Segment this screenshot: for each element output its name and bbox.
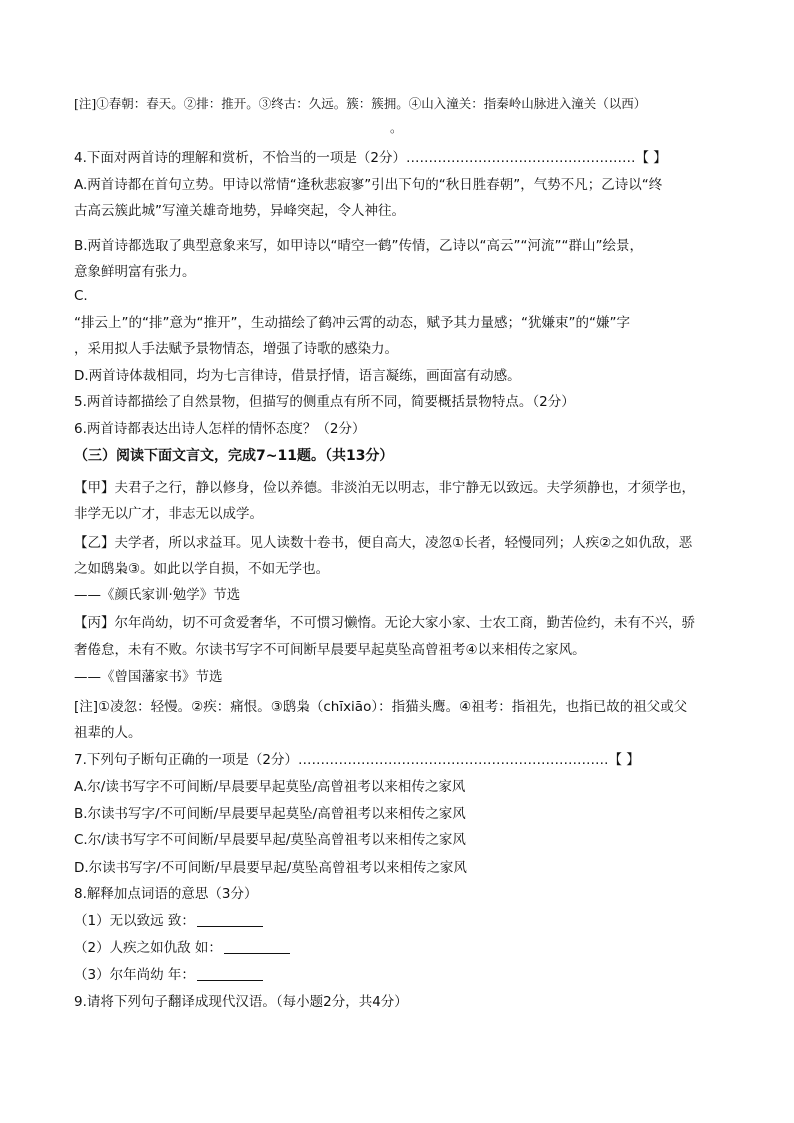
- answer-blank[interactable]: [224, 939, 290, 954]
- question-8-item-2-text: （2）人疾之如仇敌 如：: [74, 940, 222, 956]
- passage-bing-line1: 【丙】尔年尚幼，切不可贪爱奢华，不可惯习懒惰。无论大家小家、士农工商，勤苦俭约，未有不兴，骄: [74, 615, 695, 631]
- question-4-option-b-line2: 意象鲜明富有张力。: [74, 264, 196, 280]
- question-6: 6.两首诗都表达出诗人怎样的情怀态度？（2分）: [74, 421, 366, 437]
- poem-annotation-line2: 。: [390, 120, 403, 135]
- question-8-item-3: [74, 965, 734, 985]
- question-8-stem: 8.解释加点词语的意思（3分）: [74, 886, 258, 902]
- answer-blank[interactable]: [197, 912, 263, 927]
- question-9-stem: 9.请将下列句子翻译成现代汉语。（每小题2分，共4分）: [74, 994, 408, 1010]
- question-4-option-c-label: C.: [74, 288, 88, 304]
- question-7-option-b: B.尔读书写字/不可间断/早晨要早起莫坠/高曾祖考以来相传之家风: [74, 806, 466, 822]
- question-4-option-c-line2: ，采用拟人手法赋予景物情态，增强了诗歌的感染力。: [74, 341, 398, 357]
- question-4-option-a-line2: 古高云簇此城”写潼关雄奇地势，异峰突起，令人神往。: [74, 203, 405, 219]
- question-5: 5.两首诗都描绘了自然景物，但描写的侧重点有所不同，简要概括景物特点。（2分）: [74, 394, 575, 410]
- question-8-item-1: [74, 911, 734, 931]
- question-4-option-a-line1: A.两首诗都在首句立势。甲诗以常情“逢秋悲寂寥”引出下句的“秋日胜春朝”，气势不凡；乙诗以“终: [74, 177, 663, 193]
- question-8-item-2: [74, 938, 734, 958]
- question-4-option-b-line1: B.两首诗都选取了典型意象来写，如甲诗以“晴空一鹤”传情，乙诗以“高云”“河流”“群山”绘景，: [74, 238, 644, 254]
- passage-yi-source: ——《颜氏家训·勉学》节选: [74, 587, 241, 603]
- passage-annotation-line1: [注]①凌忽：轻慢。②疾：痛恨。③鸱枭（chīxiāo）：指猫头鹰。④祖考：指祖先，也指已故的祖父或父: [74, 699, 688, 715]
- question-7-option-a: A.尔/读书写字不可间断/早晨要早起莫坠/高曾祖考以来相传之家风: [74, 779, 466, 795]
- passage-yi-line2: 之如鸱枭③。如此以学自损，不如无学也。: [74, 561, 330, 577]
- passage-yi-line1: 【乙】夫学者，所以求益耳。见人读数十卷书，便自高大，凌忽①长者，轻慢同列；人疾②之如仇敌，恶: [74, 535, 693, 551]
- poem-annotation-line1: [注]①春朝：春天。②排：推开。③终古：久远。簇：簇拥。④山入潼关：指秦岭山脉进入潼关（以西）: [74, 96, 647, 111]
- passage-bing-line2: 奢倦怠，未有不败。尔读书写字不可间断早晨要早起莫坠高曾祖考④以来相传之家风。: [74, 642, 586, 658]
- question-4-option-c-line1: “排云上”的“排”意为“推开”，生动描绘了鹤冲云霄的动态，赋予其力量感；“犹嫌束”的“嫌”字: [74, 315, 630, 331]
- question-4-stem: 4.下面对两首诗的理解和赏析，不恰当的一项是（2分）……………………………………………【 】: [74, 150, 667, 166]
- answer-blank[interactable]: [197, 966, 263, 981]
- section-3-heading: （三）阅读下面文言文，完成7~11题。（共13分）: [74, 448, 394, 464]
- passage-annotation-line2: 祖辈的人。: [74, 725, 142, 741]
- question-8-item-3-text: （3）尔年尚幼 年：: [74, 967, 195, 983]
- question-7-option-d: D.尔读书写字/不可间断/早晨要早起/莫坠高曾祖考以来相传之家风: [74, 860, 467, 876]
- question-7-stem: 7.下列句子断句正确的一项是（2分）……………………………………………………………【 】: [74, 752, 640, 768]
- question-7-option-c: C.尔/读书写字不可间断/早晨要早起/莫坠高曾祖考以来相传之家风: [74, 832, 466, 848]
- question-8-item-1-text: （1）无以致远 致：: [74, 913, 195, 929]
- passage-bing-source: ——《曾国藩家书》节选: [74, 669, 223, 685]
- passage-jia-line2: 非学无以广才，非志无以成学。: [74, 506, 263, 522]
- question-4-option-d: D.两首诗体裁相同，均为七言律诗，借景抒情，语言凝练，画面富有动感。: [74, 368, 521, 384]
- passage-jia-line1: 【甲】夫君子之行，静以修身，俭以养德。非淡泊无以明志，非宁静无以致远。夫学须静也，才须学也，: [74, 480, 695, 496]
